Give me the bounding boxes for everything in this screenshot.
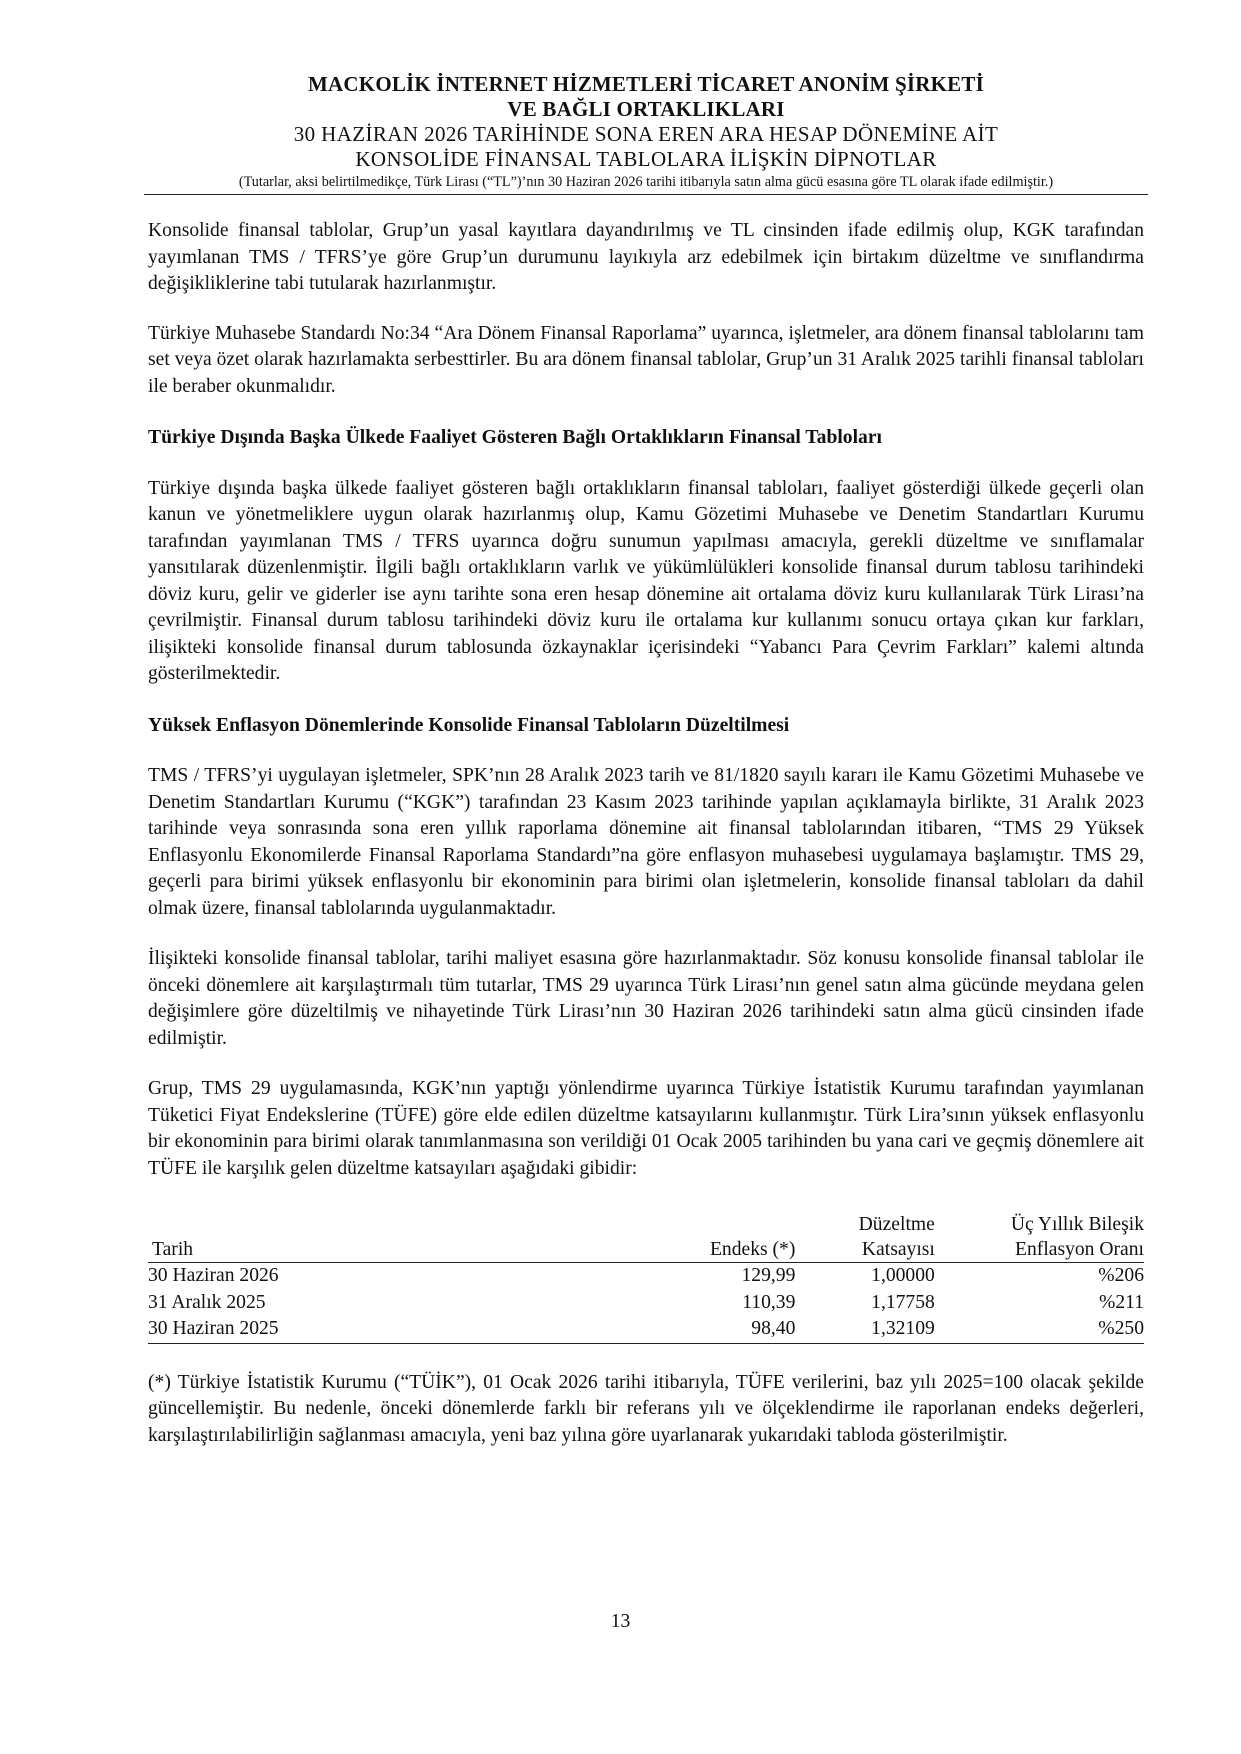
page-number: 13 [610,1611,631,1632]
row-coefficient: 1,32109 [795,1316,934,1343]
header-inflation-line1: Üç Yıllık Bileşik [1010,1214,1144,1235]
header-coefficient-line1: Düzeltme [858,1214,935,1235]
period-title: 30 HAZİRAN 2026 TARİHİNDE SONA EREN ARA HESAP DÖNEMİNE AİT [293,122,999,146]
header-inflation-line2: Enflasyon Oranı [935,1237,1144,1263]
company-name: MACKOLİK İNTERNET HİZMETLERİ TİCARET ANONİM ŞİRKETİ [308,72,984,96]
table-row [148,1316,1144,1343]
row-index: 110,39 [742,1291,796,1313]
currency-note: (Tutarlar, aksi belirtilmedikçe, Türk Lirası (“TL”)’nın 30 Haziran 2026 tarihi itibarıyla satın alma gücü esasına göre TL olarak ifade edilmiştir.) [238,174,1054,190]
row-date: 30 Haziran 2026 [148,1265,279,1286]
company-subsidiaries: VE BAĞLI ORTAKLIKLARI [507,97,785,121]
paragraph-footnote-tuik: (*) Türkiye İstatistik Kurumu (“TÜİK”), 01 Ocak 2026 tarihi itibarıyla, TÜFE verilerini, baz yılı 2025=100 olacak şekilde güncellemiştir. Bu nedenle, önceki dönemlerde farklı bir referans yılı ve ölçeklendirme ile raporlanan endeks değerleri, karşılaştırılabilirliğin sağlanması amacıyla, yeni baz yılına göre uyarlanarak yukarıdaki tabloda gösterilmiştir. [148,1371,1144,1446]
table-header-row-1 [148,1212,1144,1237]
cpi-coefficient-table [148,1212,1144,1344]
row-coefficient: 1,00000 [871,1265,935,1286]
paragraph-tms29-adoption: TMS / TFRS’yi uygulayan işletmeler, SPK’nın 28 Aralık 2023 tarih ve 81/1820 sayılı kararı ile Kamu Gözetimi Muhasebe ve Denetim Standartları Kurumu (“KGK”) tarafından 23 Kasım 2023 tarihinde yapılan açıklamayla birlikte, 31 Aralık 2023 tarihinde veya sonrasında sona eren yıllık raporlama dönemine ait finansal tablolarından itibaren, “TMS 29 Yüksek Enflasyonlu Ekonomilerde Finansal Raporlama Standardı”na göre enflasyon muhasebesi uygulamaya başlamıştır. TMS 29, geçerli para birimi yüksek enflasyonlu bir ekonominin para birimi olan işletmelerin, konsolide finansal tabloları da dahil olmak üzere, finansal tablolarında uygulanmaktadır. [148,765,1144,919]
row-date: 31 Aralık 2025 [148,1291,266,1313]
header-date: Tarih [148,1237,606,1263]
document-page [148,72,1144,1449]
table-row [148,1263,1144,1290]
header-index: Endeks (*) [606,1237,795,1263]
paragraph-interim-reporting: Türkiye Muhasebe Standardı No:34 “Ara Dönem Finansal Raporlama” uyarınca, işletmeler, ara dönem finansal tablolarını tam set veya özet olarak hazırlamakta serbesttirler. Bu ara dönem finansal tablolar, Grup’un 31 Aralık 2025 tarihli finansal tabloları ile beraber okunmalıdır. [148,322,1144,397]
heading-foreign-subsidiaries: Türkiye Dışında Başka Ülkede Faaliyet Gösteren Bağlı Ortaklıkların Finansal Tabloları [148,427,882,448]
row-inflation: %206 [1098,1265,1144,1286]
page-header [148,72,1144,192]
heading-hyperinflation: Yüksek Enflasyon Dönemlerinde Konsolide Finansal Tabloların Düzeltilmesi [148,714,790,736]
row-inflation: %211 [1099,1291,1144,1313]
paragraph-foreign-subsidiaries: Türkiye dışında başka ülkede faaliyet gösteren bağlı ortaklıkların finansal tabloları, faaliyet gösterdiği ülkede geçerli olan kanun ve yönetmeliklere uygun olarak hazırlanmış olup, Kamu Gözetimi Muhasebe ve Denetim Standartları Kurumu tarafından yayımlanan TMS / TFRS uyarınca doğru sunumun yapılması amacıyla, gerekli düzeltme ve sınıflamalar yansıtılarak düzenlenmiştir. İlgili bağlı ortaklıkların varlık ve yükümlülükleri konsolide finansal durum tablosu tarihindeki döviz kuru, gelir ve giderler ise aynı tarihte sona eren hesap dönemine ait ortalama döviz kuru kullanılarak Türk Lirası’na çevrilmiştir. Finansal durum tablosu tarihindeki döviz kuru ile ortalama kur kullanımı sonucu ortaya çıkan kur farkları, ilişikteki konsolide finansal durum tablosunda özkaynaklar içerisindeki “Yabancı Para Çevrim Farkları” kalemi altında gösterilmektedir. [148,477,1144,684]
table-header-row-2 [148,1237,1144,1263]
header-coefficient-line2: Katsayısı [795,1237,934,1263]
paragraph-cpi-coefficients: Grup, TMS 29 uygulamasında, KGK’nın yaptığı yönlendirme uyarınca Türkiye İstatistik Kurumu tarafından yayımlanan Tüketici Fiyat Endekslerine (TÜFE) göre elde edilen düzeltme katsayılarını kullanmıştır. Türk Lira’sının yüksek enflasyonlu bir ekonominin para birimi olarak tanımlanmasına son verildiği 01 Ocak 2005 tarihinden bu yana cari ve geçmiş dönemlere ait TÜFE ile karşılık gelen düzeltme katsayıları aşağıdaki gibidir: [148,1078,1144,1179]
row-index: 98,40 [606,1316,795,1343]
notes-title: KONSOLİDE FİNANSAL TABLOLARA İLİŞKİN DİPNOTLAR [355,147,937,171]
paragraph-historical-cost: İlişikteki konsolide finansal tablolar, tarihi maliyet esasına göre hazırlanmaktadır. Söz konusu konsolide finansal tablolar ile önceki dönemlere ait karşılaştırmalı tüm tutarlar, TMS 29 uyarınca Türk Lirası’nın genel satın alma gücünde meydana gelen değişimlere göre düzeltilmiş ve nihayetinde Türk Lirası’nın 30 Haziran 2026 tarihindeki satın alma gücü cinsinden ifade edilmiştir. [148,948,1144,1049]
row-date: 30 Haziran 2025 [148,1316,606,1343]
header-divider [144,194,1148,195]
row-coefficient: 1,17758 [871,1291,935,1313]
table-row [148,1290,1144,1317]
row-index: 129,99 [741,1265,796,1286]
paragraph-consolidation-basis: Konsolide finansal tablolar, Grup’un yasal kayıtlara dayandırılmış ve TL cinsinden ifade edilmiş olup, KGK tarafından yayımlanan TMS / TFRS’ye göre Grup’un durumunu layıkıyla arz edebilmek için birtakım düzeltme ve sınıflandırma değişikliklerine tabi tutularak hazırlanmıştır. [148,220,1144,294]
row-inflation: %250 [935,1316,1144,1343]
